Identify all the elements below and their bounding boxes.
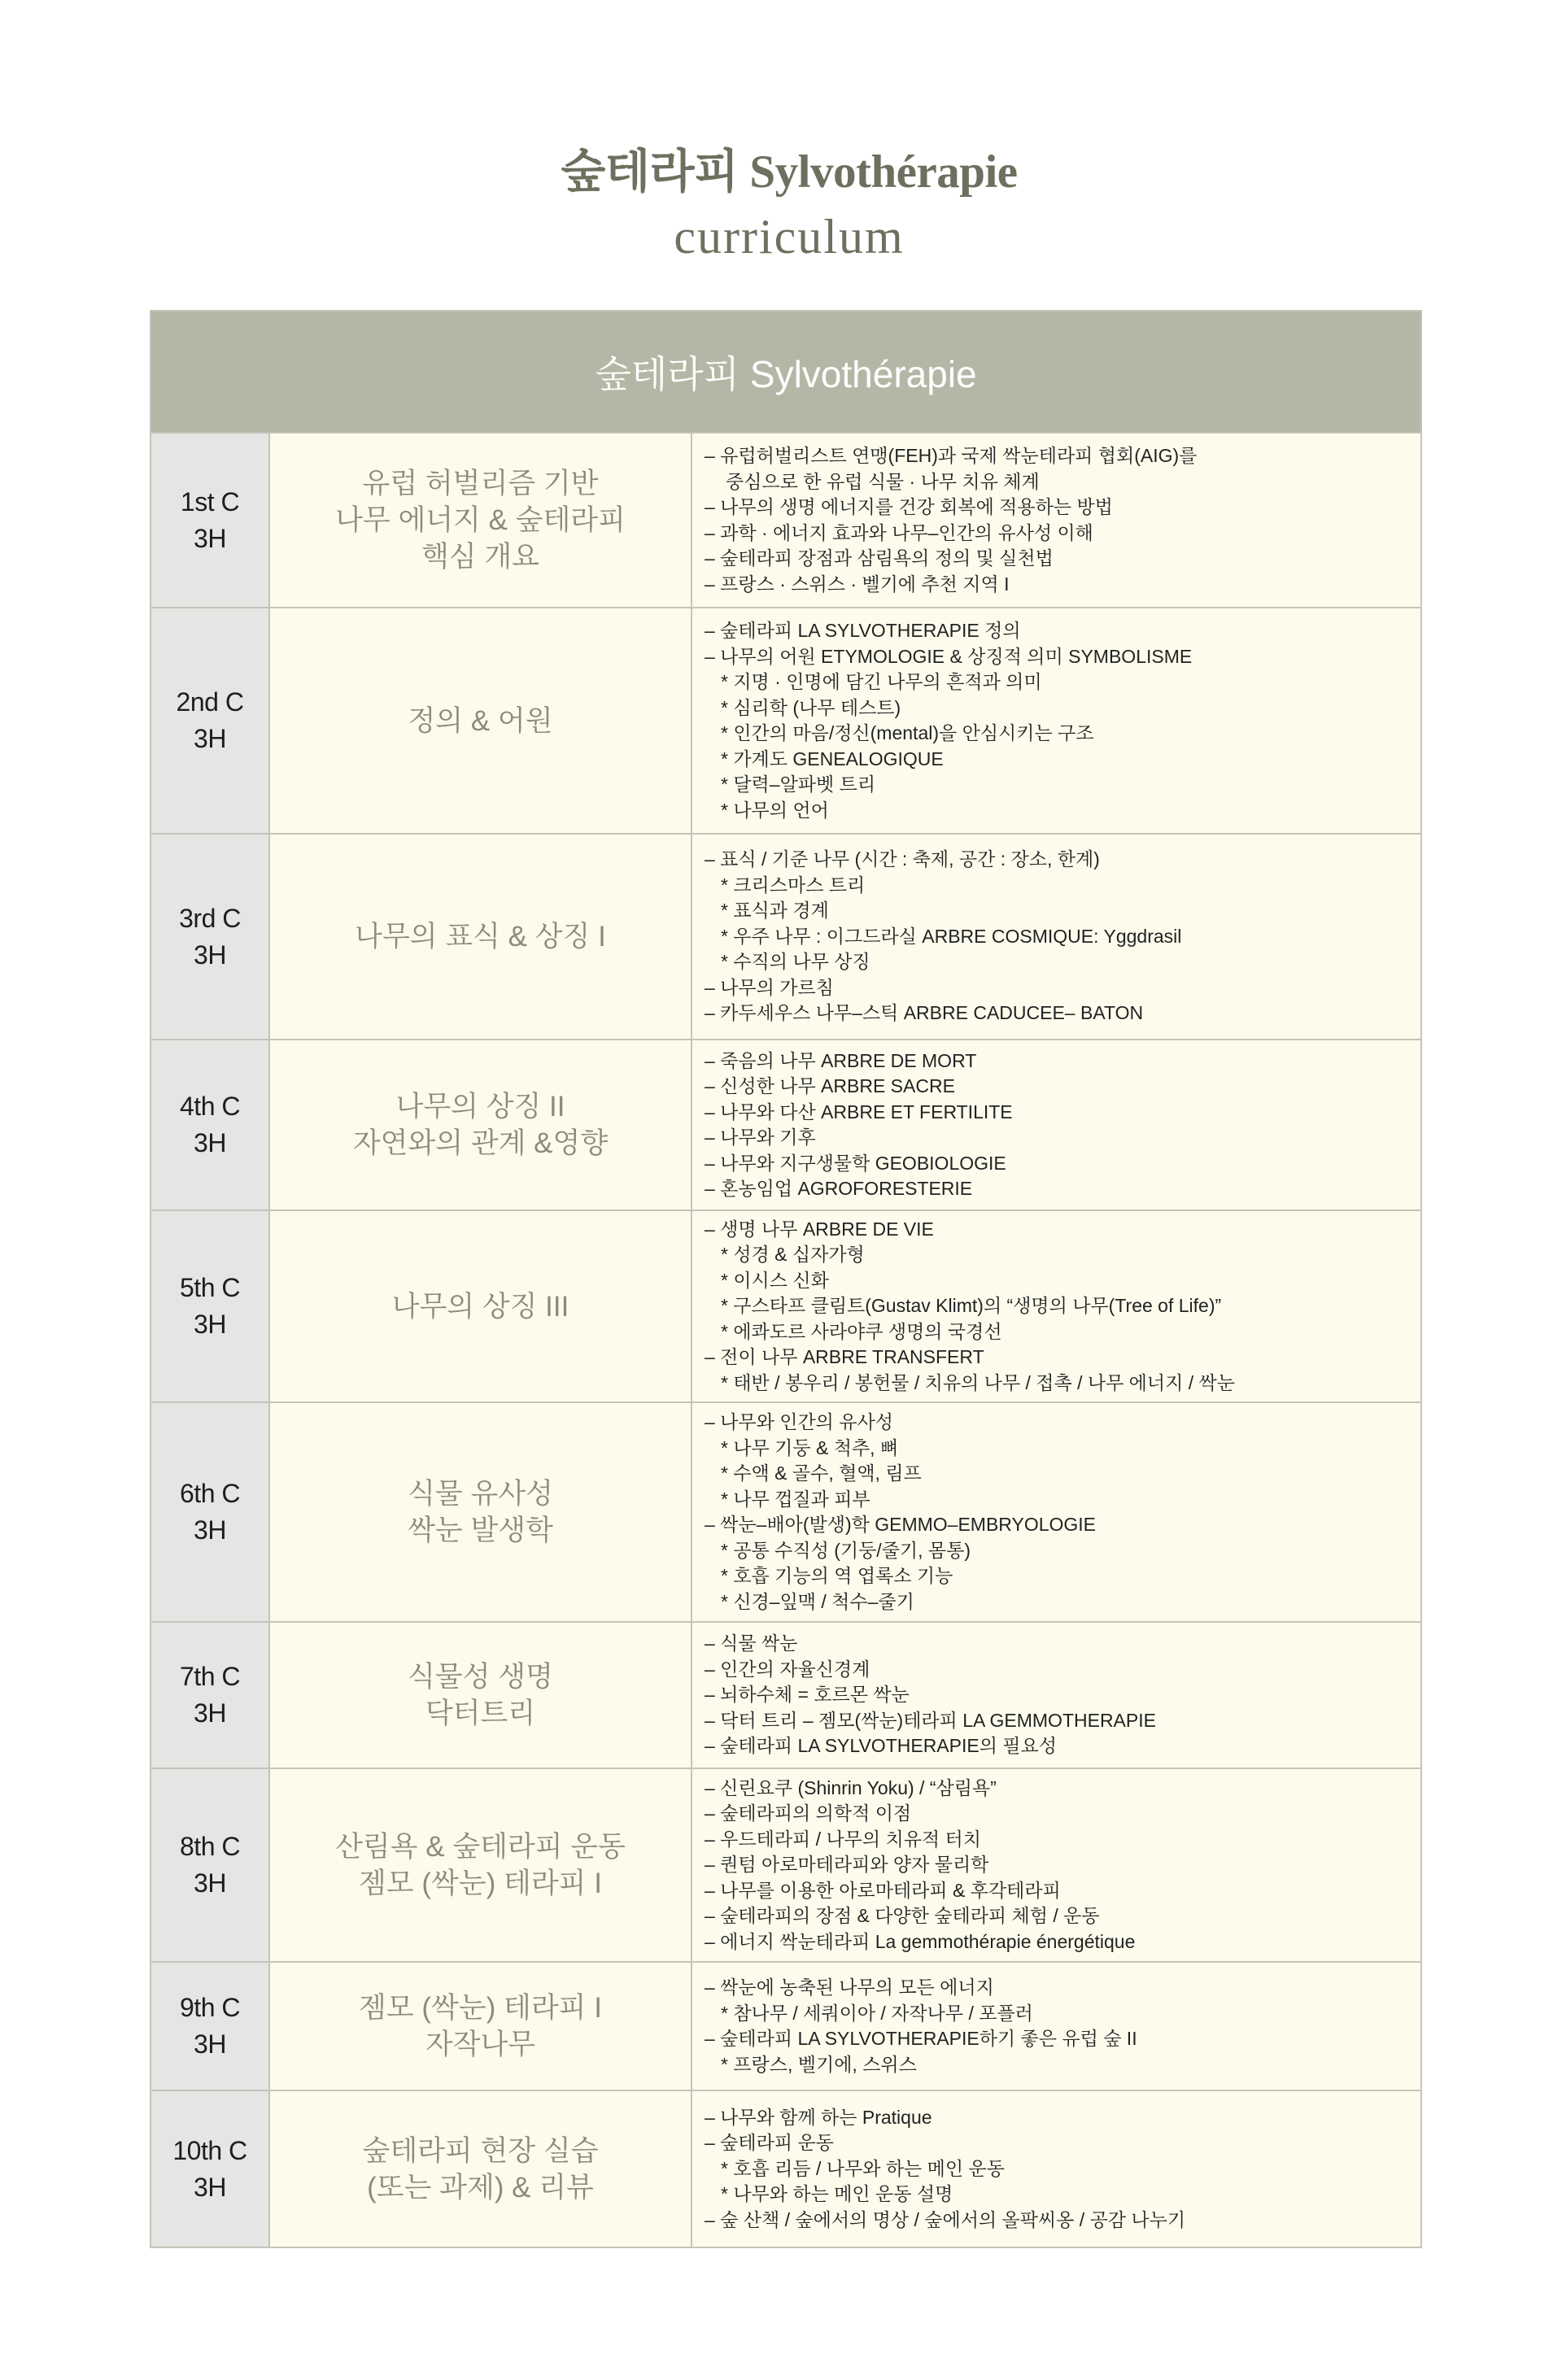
topic-cell: [269, 1040, 692, 1210]
table-header: 숲테라피 Sylvothérapie: [151, 311, 1421, 433]
document-title: 숲테라피 Sylvothérapie: [561, 146, 1018, 198]
detail-line: * 수직의 나무 상징: [721, 951, 870, 973]
session-hours: 3H: [194, 724, 226, 753]
topic-line: 정의 & 어원: [408, 704, 553, 737]
table-row: [151, 1962, 1421, 2090]
detail-line: – 혼농임업 AGROFORESTERIE: [705, 1178, 973, 1199]
table-row: [151, 1210, 1421, 1402]
details-cell: [692, 608, 1421, 834]
session-hours: 3H: [194, 1515, 226, 1545]
detail-line: * 나무 껍질과 피부: [721, 1488, 870, 1510]
detail-line: * 가계도 GENEALOGIQUE: [721, 748, 944, 769]
detail-line: * 지명 · 인명에 담긴 나무의 흔적과 의미: [721, 671, 1042, 692]
topic-line: 유럽 허벌리즘 기반: [362, 468, 599, 499]
session-cell: [151, 1622, 269, 1768]
topic-cell: [269, 1402, 692, 1622]
details-cell: [692, 433, 1421, 608]
topic-line: 자작나무: [425, 2029, 536, 2060]
detail-line: * 나무 기둥 & 척추, 뼈: [721, 1436, 899, 1458]
topic-line: 싹눈 발생학: [408, 1515, 553, 1546]
details-cell: [692, 834, 1421, 1040]
session-cell: [151, 1402, 269, 1622]
table-row: [151, 1622, 1421, 1768]
session-cell: [151, 1210, 269, 1402]
detail-line: – 숲테라피 운동: [705, 2132, 834, 2154]
detail-line: * 신경–잎맥 / 척수–줄기: [721, 1590, 914, 1612]
detail-line: – 우드테라피 / 나무의 치유적 터치: [705, 1828, 981, 1850]
topic-line: 젬모 (싹눈) 테라피 I: [359, 1992, 602, 2024]
detail-line: * 수액 & 골수, 혈액, 림프: [721, 1462, 922, 1484]
details-cell: [692, 1622, 1421, 1768]
session-cell: [151, 1962, 269, 2090]
detail-line: – 숲테라피 장점과 삼림욕의 정의 및 실천법: [705, 547, 1054, 569]
topic-line: 산림욕 & 숲테라피 운동: [335, 1831, 626, 1863]
document-subtitle: curriculum: [674, 210, 905, 264]
topic-cell: [269, 834, 692, 1040]
detail-line: – 나무의 어원 ETYMOLOGIE & 상징적 의미 SYMBOLISME: [705, 645, 1193, 667]
detail-line: * 태반 / 봉우리 / 봉헌물 / 치유의 나무 / 접촉 / 나무 에너지 / 싹눈: [721, 1371, 1235, 1393]
detail-line: – 뇌하수체 = 호르몬 싹눈: [705, 1684, 910, 1706]
table-body: [151, 433, 1421, 2247]
topic-line: 숲테라피 현장 실습: [362, 2134, 599, 2167]
session-label: 2nd C: [176, 687, 244, 717]
detail-line: – 나무와 지구생물학 GEOBIOLOGIE: [705, 1152, 1006, 1174]
session-hours: 3H: [194, 1310, 226, 1339]
table-row: [151, 433, 1421, 608]
detail-line: * 이시스 신화: [721, 1269, 829, 1291]
session-hours: 3H: [194, 1698, 226, 1728]
detail-line: – 식물 싹눈: [705, 1632, 798, 1654]
detail-line: * 호흡 리듬 / 나무와 하는 메인 운동: [721, 2157, 1005, 2179]
table-row: [151, 834, 1421, 1040]
detail-line: * 공통 수직성 (기둥/줄기, 몸통): [721, 1539, 971, 1561]
detail-line: – 나무를 이용한 아로마테라피 & 후각테라피: [705, 1879, 1061, 1901]
table-header-row: [151, 311, 1421, 433]
session-label: 5th C: [180, 1273, 240, 1302]
session-cell: [151, 1040, 269, 1210]
detail-line: – 숲테라피 LA SYLVOTHERAPIE하기 좋은 유럽 숲 II: [705, 2028, 1137, 2049]
topic-line: 닥터트리: [425, 1698, 536, 1729]
detail-line: – 유럽허벌리스트 연맹(FEH)과 국제 싹눈테라피 협회(AIG)를: [705, 445, 1198, 466]
topic-cell: [269, 1210, 692, 1402]
details-cell: [692, 1210, 1421, 1402]
detail-line: – 닥터 트리 – 젬모(싹눈)테라피 LA GEMMOTHERAPIE: [705, 1709, 1156, 1731]
table-row: [151, 1768, 1421, 1962]
session-hours: 3H: [194, 2172, 226, 2202]
table-row: [151, 608, 1421, 834]
session-label: 3rd C: [179, 903, 241, 933]
detail-line: – 숲테라피 LA SYLVOTHERAPIE의 필요성: [705, 1735, 1057, 1757]
session-label: 8th C: [180, 1832, 240, 1861]
session-cell: [151, 433, 269, 608]
detail-line: * 표식과 경계: [721, 900, 829, 922]
detail-line: * 인간의 마음/정신(mental)을 안심시키는 구조: [721, 722, 1094, 743]
detail-line: * 참나무 / 세쿼이아 / 자작나무 / 포플러: [721, 2002, 1033, 2024]
session-hours: 3H: [194, 1128, 226, 1157]
topic-cell: [269, 1962, 692, 2090]
details-cell: [692, 1402, 1421, 1622]
detail-line: – 에너지 싹눈테라피 La gemmothérapie énergétique: [705, 1930, 1136, 1952]
detail-line: – 신성한 나무 ARBRE SACRE: [705, 1075, 955, 1096]
session-cell: [151, 1768, 269, 1962]
session-cell: [151, 608, 269, 834]
session-label: 9th C: [180, 1993, 240, 2022]
topic-cell: [269, 608, 692, 834]
session-cell: [151, 2090, 269, 2247]
session-label: 6th C: [180, 1479, 240, 1508]
detail-line: – 과학 · 에너지 효과와 나무–인간의 유사성 이해: [705, 521, 1093, 543]
detail-line: – 생명 나무 ARBRE DE VIE: [705, 1218, 934, 1240]
session-hours: 3H: [194, 939, 226, 970]
detail-line: – 전이 나무 ARBRE TRANSFERT: [705, 1346, 984, 1368]
detail-line: * 달력–알파벳 트리: [721, 774, 876, 795]
topic-line: 젬모 (싹눈) 테라피 I: [359, 1868, 602, 1899]
detail-line: – 나무와 인간의 유사성: [705, 1411, 893, 1432]
detail-line: * 에콰도르 사라야쿠 생명의 국경선: [721, 1320, 1002, 1342]
table-row: [151, 1402, 1421, 1622]
topic-cell: [269, 433, 692, 608]
detail-line: – 싹눈에 농축된 나무의 모든 에너지: [705, 1977, 994, 1998]
detail-line: * 나무의 언어: [721, 799, 829, 821]
detail-line: – 나무와 기후: [705, 1127, 816, 1148]
detail-line: – 나무의 생명 에너지를 건강 회복에 적용하는 방법: [705, 496, 1113, 517]
detail-line: * 호흡 기능의 역 엽록소 기능: [721, 1565, 953, 1586]
detail-line: 중심으로 한 유럽 식물 · 나무 치유 체계: [726, 470, 1040, 492]
detail-line: – 숲테라피의 장점 & 다양한 숲테라피 체험 / 운동: [705, 1905, 1100, 1927]
detail-line: – 프랑스 · 스위스 · 벨기에 추천 지역 I: [705, 573, 1010, 595]
details-cell: [692, 1768, 1421, 1962]
topic-line: 나무 에너지 & 숲테라피: [335, 504, 626, 536]
topic-line: 식물 유사성: [408, 1478, 553, 1510]
detail-line: – 신린요쿠 (Shinrin Yoku) / “삼림욕”: [705, 1776, 997, 1798]
detail-line: – 인간의 자율신경계: [705, 1658, 870, 1680]
session-hours: 3H: [194, 1868, 226, 1898]
detail-line: * 심리학 (나무 테스트): [721, 696, 901, 718]
detail-line: * 크리스마스 트리: [721, 874, 866, 896]
topic-line: 나무의 표식 & 상징 I: [355, 921, 606, 952]
session-label: 1st C: [180, 486, 240, 517]
detail-line: – 나무의 가르침: [705, 976, 834, 998]
topic-cell: [269, 1622, 692, 1768]
topic-line: 나무의 상징 II: [395, 1091, 565, 1122]
detail-line: – 퀀텀 아로마테라피와 양자 물리학: [705, 1854, 989, 1876]
topic-line: 핵심 개요: [421, 541, 539, 573]
session-hours: 3H: [194, 523, 226, 553]
details-cell: [692, 1962, 1421, 2090]
detail-line: – 싹눈–배아(발생)학 GEMMO–EMBRYOLOGIE: [705, 1514, 1097, 1535]
session-label: 4th C: [180, 1092, 240, 1121]
detail-line: * 구스타프 클림트(Gustav Klimt)의 “생명의 나무(Tree of Life)”: [721, 1295, 1222, 1317]
detail-line: – 표식 / 기준 나무 (시간 : 축제, 공간 : 장소, 한계): [705, 848, 1100, 870]
session-label: 10th C: [172, 2135, 247, 2165]
detail-line: * 나무와 하는 메인 운동 설명: [721, 2183, 953, 2205]
curriculum-table: [150, 310, 1422, 2248]
detail-line: – 나무와 다산 ARBRE ET FERTILITE: [705, 1101, 1013, 1122]
topic-line: 식물성 생명: [408, 1661, 553, 1693]
session-hours: 3H: [194, 2029, 226, 2059]
details-cell: [692, 2090, 1421, 2247]
details-cell: [692, 1040, 1421, 1210]
detail-line: – 죽음의 나무 ARBRE DE MORT: [705, 1049, 977, 1071]
table-head: [151, 311, 1421, 433]
detail-line: – 카두세우스 나무–스틱 ARBRE CADUCEE– BATON: [705, 1002, 1144, 1024]
topic-cell: [269, 2090, 692, 2247]
detail-line: * 성경 & 십자가형: [721, 1244, 865, 1266]
detail-line: * 프랑스, 벨기에, 스위스: [721, 2053, 917, 2075]
table-row: [151, 2090, 1421, 2247]
topic-cell: [269, 1768, 692, 1962]
detail-line: – 숲테라피 LA SYLVOTHERAPIE 정의: [705, 620, 1021, 641]
detail-line: – 숲테라피의 의학적 이점: [705, 1802, 912, 1824]
detail-line: – 숲 산책 / 숲에서의 명상 / 숲에서의 올팍씨옹 / 공감 나누기: [705, 2208, 1186, 2230]
session-label: 7th C: [180, 1662, 240, 1691]
session-cell: [151, 834, 269, 1040]
topic-line: 나무의 상징 III: [391, 1290, 569, 1323]
table-row: [151, 1040, 1421, 1210]
detail-line: – 나무와 함께 하는 Pratique: [705, 2106, 932, 2128]
topic-line: (또는 과제) & 리뷰: [367, 2171, 594, 2203]
topic-line: 자연와의 관계 &영향: [352, 1127, 609, 1159]
detail-line: * 우주 나무 : 이그드라실 ARBRE COSMIQUE: Yggdrasil: [721, 925, 1182, 947]
